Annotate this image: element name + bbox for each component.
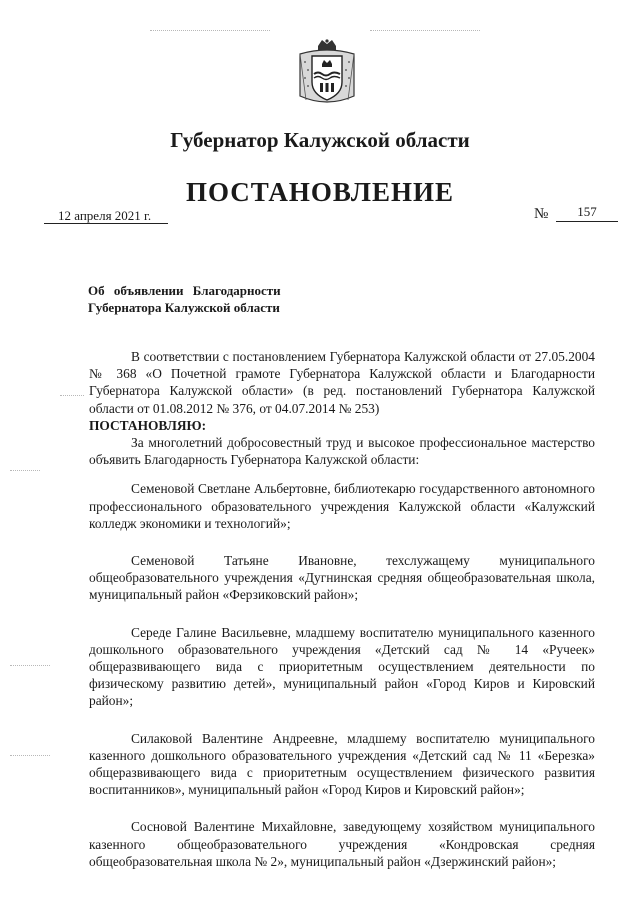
award-entry: Сосновой Валентине Михайловне, заведующему хозяйством муниципального казенного общеобразовательного учреждения «Кондровская средняя общеобразовательная школа № 2», муниципальный район «Дзержинский район»;: [89, 819, 595, 869]
subject-line-1: Об объявлении Благодарности: [88, 283, 281, 298]
award-entry: Семеновой Татьяне Ивановне, техслужащему муниципального общеобразовательного учреждения «Дугнинская средняя общеобразовательная школа, муниципальный район «Ферзиковский район»;: [89, 553, 595, 603]
intro-paragraph: За многолетний добросовестный труд и высокое профессиональное мастерство объявить Благодарность Губернатора Калужской области:: [89, 435, 595, 468]
authority-title: Губернатор Калужской области: [170, 128, 470, 152]
scan-artifact: [370, 30, 480, 32]
award-entry: Силаковой Валентине Андреевне, младшему воспитателю муниципального казенного дошкольного образовательного учреждения «Детский сад № 11 «Березка» общеразвивающего вида с приоритетным осуществлением физического развития воспитанников», муниципальный район «Город Киров и Кировский район»;: [89, 730, 595, 798]
scan-artifact: [10, 470, 40, 472]
subject-line-2: Губернатора Калужской области: [88, 300, 280, 315]
scan-artifact: [150, 30, 270, 32]
document-body: [89, 348, 595, 870]
resolve-heading: ПОСТАНОВЛЯЮ:: [89, 417, 207, 433]
number-sign: №: [534, 206, 549, 222]
award-entry: Семеновой Светлане Альбертовне, библиотекарю государственного автономного профессионального образовательного учреждения Калужской области «Калужский колледж экономики и технологий»;: [89, 481, 595, 531]
kaluga-coat-of-arms-icon: [296, 38, 358, 110]
scan-artifact: [10, 755, 50, 757]
preamble-paragraph: В соответствии с постановлением Губернатора Калужской области от 27.05.2004 № 368 «О Почетной грамоте Губернатора Калужской области и Благодарности Губернатора Калужской области» (в ред. постановлений Губернатора Калужской области от 01.08.2012 № 376, от 04.07.2014 № 253): [89, 349, 595, 416]
document-number-field: [534, 205, 620, 224]
scan-artifact: [60, 395, 84, 397]
document-subject: [88, 282, 388, 316]
document-number: 157: [556, 202, 618, 222]
document-date: 12 апреля 2021 г.: [44, 207, 168, 224]
document-type-heading: ПОСТАНОВЛЕНИЕ: [185, 177, 455, 207]
award-entry: Середе Галине Васильевне, младшему воспитателю муниципального казенного дошкольного образовательного учреждения «Детский сад № 14 «Ручеек» общеразвивающего вида с приоритетным осуществлением деятельности по физическому развитию детей», муниципальный район «Город Киров и Кировский район»;: [89, 624, 595, 709]
scan-artifact: [10, 665, 50, 667]
